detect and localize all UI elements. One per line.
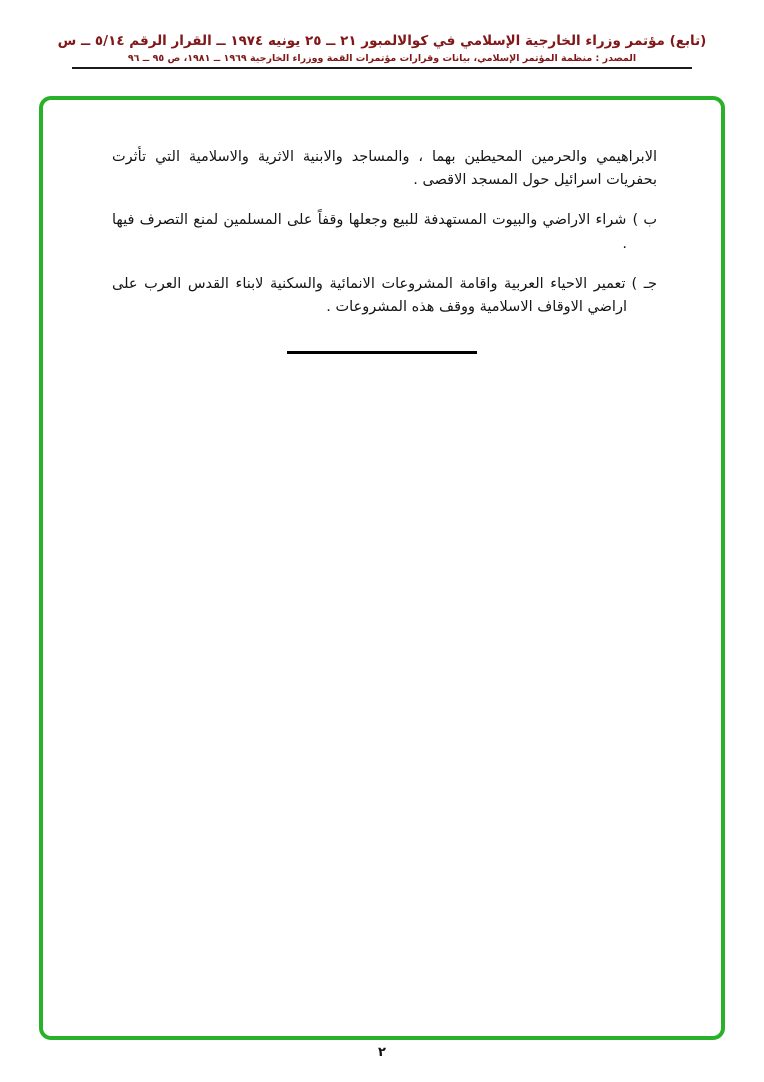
section-end-divider (287, 351, 477, 354)
header-divider (72, 67, 692, 69)
header-source-line: المصدر : منظمة المؤتمر الإسلامي، بيانات وقرارات مؤتمرات القمة ووزراء الخارجية ١٩٦٩ ــ ١٩٨١، ص ٩٥ ــ ٩٦ (127, 53, 637, 64)
paragraph-continuation (112, 146, 657, 192)
paragraph-text: شراء الاراضي والبيوت المستهدفة للبيع وجعلها وقفاً على المسلمين لمنع التصرف فيها . (112, 212, 627, 252)
paragraph-item-j (112, 273, 657, 319)
paragraph-item-b (112, 209, 657, 255)
paragraph-text: تعمير الاحياء العربية واقامة المشروعات الانمائية والسكنية لابناء القدس العرب على اراضي الاوقاف الاسلامية ووقف هذه المشروعات . (112, 275, 627, 315)
page-number: ٢ (378, 1045, 386, 1060)
paragraph-text: الابراهيمي والحرمين المحيطين بهما ، والمساجد والابنية الاثرية والاسلامية التي تأثرت بحفريات اسرائيل حول المسجد الاقصى . (112, 149, 657, 189)
list-marker-j: جـ ) (631, 275, 657, 292)
header-title: (تابع) مؤتمر وزراء الخارجية الإسلامي في كوالالمبور ٢١ ــ ٢٥ يونيه ١٩٧٤ ــ القرار الرقم ٥/١٤ ــ س (57, 33, 707, 49)
list-marker-b: ب ) (632, 212, 657, 229)
document-body (112, 146, 657, 336)
